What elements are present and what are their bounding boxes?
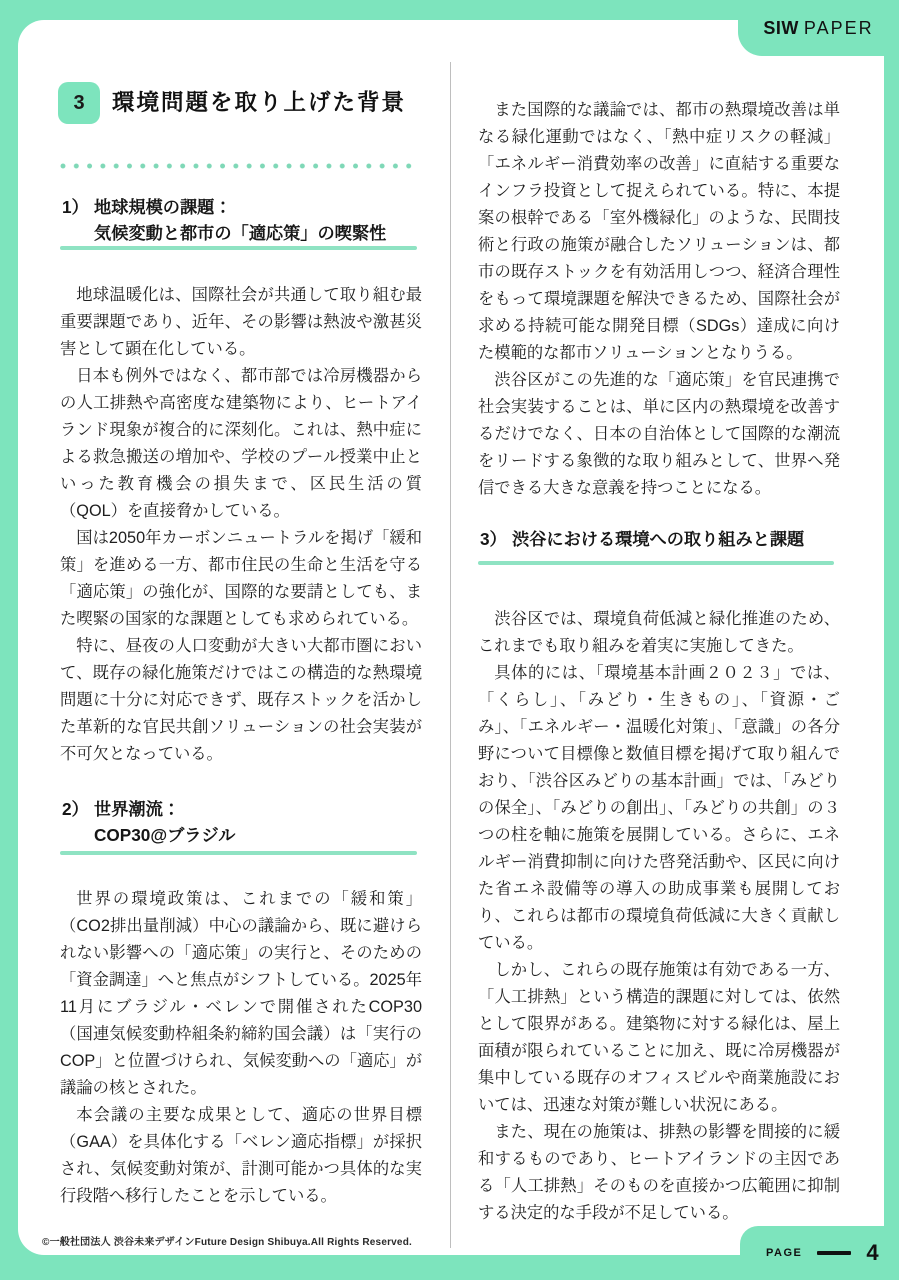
heading-rule-1 (60, 246, 417, 250)
heading-text (512, 526, 804, 552)
page-dash-icon (817, 1251, 851, 1255)
heading-line-2: COP30@ブラジル (94, 825, 236, 845)
page-label: PAGE (766, 1247, 803, 1259)
page-indicator-tab (740, 1226, 899, 1280)
brand-siw: SIW (763, 17, 799, 38)
paragraph: 日本も例外ではなく、都市部では冷房機器からの人工排熱や高密度な建築物により、ヒートアイランド現象が複合的に深刻化。これは、熱中症による救急搬送の増加や、学校のプール授業中止といった教育機会の損失まで、区民生活の質（QOL）を直接脅かしている。 (60, 367, 422, 520)
heading-rule-3 (478, 561, 834, 565)
heading-line-1: 渋谷における環境への取り組みと課題 (512, 529, 805, 549)
page-number: 4 (866, 1240, 879, 1265)
left-body-2 (60, 886, 422, 1210)
subsection-heading-3 (480, 526, 836, 552)
paragraph: 渋谷区がこの先進的な「適応策」を官民連携で社会実装することは、単に区内の熱環境を改善するだけでなく、日本の自治体として国際的な潮流をリードする象徴的な取り組みとして、世界へ発信できる大きな意義を持つことになる。 (478, 371, 840, 497)
paragraph: また国際的な議論では、都市の熱環境改善は単なる緑化運動ではなく、「熱中症リスクの軽減」「エネルギー消費効率の改善」に直結する重要なインフラ投資として捉えられている。特に、本提案の根幹である「室外機緑化」のような、民間技術と行政の施策が融合したソリューションは、都市の既存ストックを有効活用しつつ、経済合理性をもって環境課題を解決できるため、国際社会が求める持続可能な開発目標（SDGs）達成に向けた模範的な都市ソリューションとなりうる。 (478, 101, 840, 362)
heading-line-1: 世界潮流： (94, 799, 180, 819)
heading-line-2: 気候変動と都市の「適応策」の喫緊性 (94, 223, 387, 243)
paragraph: 特に、昼夜の人口変動が大きい大都市圏において、既存の緑化施策だけではこの構造的な熱環境問題に十分に対応できず、既存ストックを活かした革新的な官民共創ソリューションの社会実装が不可欠となっている。 (60, 637, 422, 763)
heading-text (94, 194, 386, 246)
subsection-heading-2 (62, 796, 418, 848)
paragraph: 渋谷区では、環境負荷低減と緑化推進のため、これまでも取り組みを着実に実施してきた。 (478, 610, 840, 655)
paragraph: 世界の環境政策は、これまでの「緩和策」（CO2排出量削減）中心の議論から、既に避けられない影響への「適応策」の実行と、そのための「資金調達」へと焦点がシフトしている。2025年11月にブラジル・ベレンで開催されたCOP30（国連気候変動枠組条約締約国会議）は「実行のCOP」と位置づけられ、気候変動への「適応」が議論の核とされた。 (60, 890, 422, 1097)
heading-number: 1） (62, 197, 89, 217)
page-title: 環境問題を取り上げた背景 (112, 90, 407, 115)
paragraph: 具体的には、「環境基本計画２０２３」では、「くらし」、「みどり・生きもの」、「資源・ごみ」、「エネルギー・温暖化対策」、「意識」の各分野について目標像と数値目標を掲げて取り組んでおり、「渋谷区みどりの基本計画」では、「みどりの保全」、「みどりの創出」、「みどりの共創」の３つの柱を軸に施策を展開している。さらに、エネルギー消費抑制に向けた啓発活動や、区民に向けた省エネ設備等の導入の助成事業も展開しており、これらは都市の環境負荷低減に大きく貢献している。 (478, 664, 840, 952)
content-card (18, 17, 884, 1255)
paragraph: 本会議の主要な成果として、適応の世界目標（GAA）を具体化する「ベレン適応指標」が採択され、気候変動対策が、計測可能かつ具体的な実行段階へ移行したことを示している。 (60, 1106, 422, 1205)
right-body-2 (478, 606, 840, 1227)
section-number-badge (58, 82, 100, 124)
heading-line-1: 地球規模の課題： (94, 197, 232, 217)
paragraph: 地球温暖化は、国際社会が共通して取り組む最重要課題であり、近年、その影響は熱波や激甚災害として顕在化している。 (60, 286, 422, 358)
subsection-heading-1 (62, 194, 418, 246)
right-body-1 (478, 97, 840, 502)
brand-paper: PAPER (803, 17, 874, 38)
column-divider (450, 62, 451, 1248)
dotted-separator (60, 163, 417, 169)
paragraph: しかし、これらの既存施策は有効である一方、「人工排熱」という構造的課題に対しては、依然として限界がある。建築物に対する緑化は、屋上面積が限られていることに加え、既に冷房機器が集中している既存のオフィスビルや商業施設においては、迅速な対策が難しい状況にある。 (478, 961, 840, 1114)
heading-number: 3） (480, 529, 507, 549)
heading-text (94, 796, 235, 848)
heading-number: 2） (62, 799, 89, 819)
paragraph: また、現在の施策は、排熱の影響を間接的に緩和するものであり、ヒートアイランドの主因である「人工排熱」そのものを直接かつ広範囲に抑制する決定的な手段が不足している。 (478, 1123, 840, 1222)
brand-tab (738, 0, 899, 56)
copyright-text: ©一般社団法人 渋谷未来デザインFuture Design Shibuya.All Rights Reserved. (42, 1237, 412, 1248)
left-body-1 (60, 282, 422, 768)
section-number: 3 (73, 91, 85, 114)
paragraph: 国は2050年カーボンニュートラルを掲げ「緩和策」を進める一方、都市住民の生命と生活を守る「適応策」の強化が、国際的な要請としても、また喫緊の国家的な課題としても求められている。 (60, 529, 422, 628)
heading-rule-2 (60, 851, 417, 855)
